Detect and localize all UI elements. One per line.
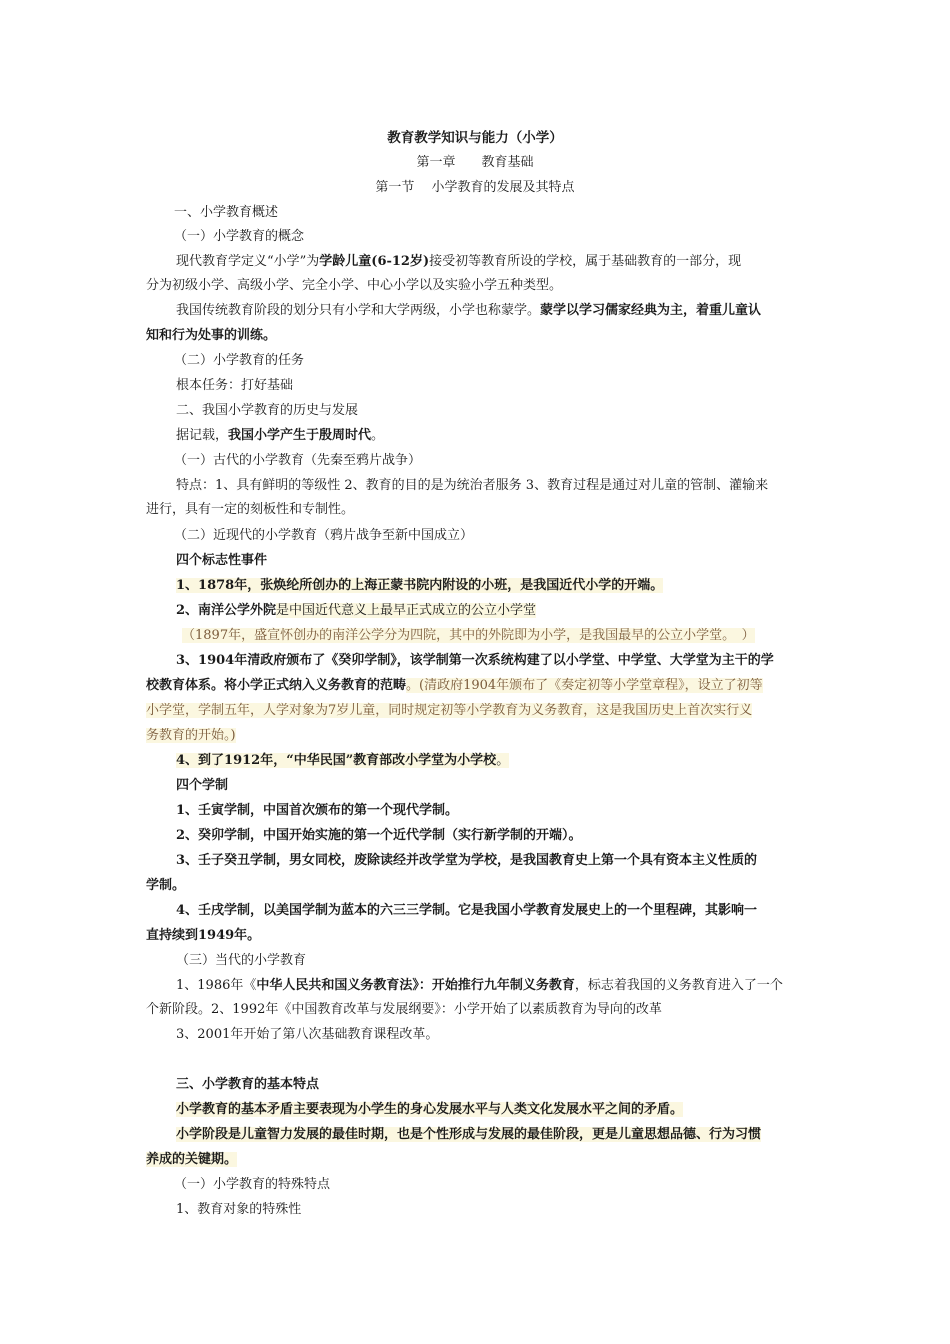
paragraph-line (176, 651, 774, 671)
text-run: ，标志着我国的义务教育进入了一个 (574, 978, 783, 993)
paragraph-line (146, 1150, 237, 1170)
bold-run: 2、南洋公学外院 (176, 603, 277, 618)
highlight-run: 1、1878年，张焕纶所创办的上海正蒙书院内附设的小班，是我国近代小学的开端。 (176, 578, 664, 593)
document-title: 教育教学知识与能力（小学） (387, 130, 563, 146)
paragraph-line: 3、壬子癸丑学制，男女同校，废除读经并改学堂为学校，是我国教育史上第一个具有资本主义性质的 (176, 853, 758, 868)
text-run: 据记载， (176, 428, 229, 443)
highlight-run: 4、到了1912年，“中华民国”教育部改小学堂为小学校 (176, 753, 497, 768)
paragraph-line (176, 751, 509, 771)
bold-run: 蒙学以学习儒家经典为主，着重儿童认 (540, 303, 762, 318)
paragraph-line (182, 626, 755, 646)
heading-task: （二）小学教育的任务 (174, 353, 305, 368)
paragraph-line (146, 701, 752, 721)
paragraph-line: 1、壬寅学制，中国首次颁布的第一个现代学制。 (176, 803, 459, 818)
paragraph-line: 2、癸卯学制，中国开始实施的第一个近代学制（实行新学制的开端）。 (176, 828, 582, 843)
subheading-events: 四个标志性事件 (176, 553, 268, 568)
bold-run: 学龄儿童(6-12岁) (319, 254, 430, 269)
text-run: 我国传统教育阶段的划分只有小学和大学两级，小学也称蒙学。 (176, 303, 541, 318)
heading-contemporary: （三）当代的小学教育 (176, 953, 307, 968)
paragraph-line (146, 726, 236, 746)
bold-run: 校教育体系。将小学正式纳入义务教育的范畴 (146, 678, 407, 693)
paragraph-line: 学制。 (146, 878, 186, 893)
highlight-run: 小学教育的基本矛盾主要表现为小学生的身心发展水平与人类文化发展水平之间的矛盾。 (176, 1102, 684, 1117)
heading-ancient: （一）古代的小学教育（先秦至鸦片战争） (174, 453, 422, 468)
highlight-run: 小学阶段是儿童智力发展的最佳时期，也是个性形成与发展的最佳阶段，更是儿童思想品德、行为习惯 (176, 1127, 762, 1142)
highlight-run: 小学堂，学制五年，人学对象为7岁儿童，同时规定初等小学教育为义务教育，这是我国历史上首次实行义 (146, 703, 753, 718)
paragraph-line: 特点：1、具有鲜明的等级性 2、教育的目的是为统治者服务 3、教育过程是通过对儿童的管制、灌输来 (176, 478, 769, 493)
paragraph-line (146, 676, 763, 696)
bold-run: 3、1904年清政府颁布了《癸卯学制》，该学制第一次系统构建了以小学堂 (176, 653, 605, 668)
heading-overview: 一、小学教育概述 (174, 205, 279, 220)
section-heading: 第一节 小学教育的发展及其特点 (375, 180, 575, 195)
highlight-run: 是中国近代意义上最早正式成立的公立小学堂 (276, 603, 537, 618)
heading-characteristics: 三、小学教育的基本特点 (176, 1077, 320, 1092)
paragraph-line: 根本任务：打好基础 (176, 378, 294, 393)
bold-run: 我国小学产生于殷周时代 (228, 428, 372, 443)
paragraph-line (176, 426, 384, 446)
paragraph-line (176, 1100, 683, 1120)
text-run: 1、1986年《 (176, 978, 257, 993)
paragraph-line (176, 252, 741, 272)
highlight-run: （1897年，盛宣怀创办的南洋公学分为四院，其中的外院即为小学，是我国最早的公立小学堂。 ） (182, 628, 755, 643)
paragraph-line: 知和行为处事的训练。 (146, 328, 277, 343)
heading-history: 二、我国小学教育的历史与发展 (176, 403, 359, 418)
text-run: 现代教育学定义“小学”为 (176, 254, 320, 269)
paragraph-line: 直持续到1949年。 (146, 928, 261, 943)
paragraph-line: 4、壬戌学制，以美国学制为蓝本的六三三学制。它是我国小学教育发展史上的一个里程碑，其影响一 (176, 903, 758, 918)
heading-special: （一）小学教育的特殊特点 (174, 1177, 331, 1192)
bold-run: 中华人民共和国义务教育法》：开始推行九年制义务教育 (256, 978, 575, 993)
paragraph-line: 1、教育对象的特殊性 (176, 1202, 302, 1217)
highlight-run: 养成的关键期。 (146, 1152, 238, 1167)
highlight-run: 。(清政府1904年颁布了《奏定初等小学堂章程》，设立了初等 (406, 678, 763, 693)
paragraph-line (176, 976, 783, 996)
chapter-heading: 第一章 教育基础 (416, 155, 534, 170)
paragraph-line (176, 601, 536, 621)
text-run: 。 (371, 428, 385, 443)
heading-modern: （二）近现代的小学教育（鸦片战争至新中国成立） (174, 528, 474, 543)
paragraph-line: 3、2001年开始了第八次基础教育课程改革。 (176, 1027, 439, 1042)
paragraph-line (176, 1125, 761, 1145)
highlight-run: 。 (496, 753, 510, 768)
paragraph-line: 分为初级小学、高级小学、完全小学、中心小学以及实验小学五种类型。 (146, 278, 563, 293)
subheading-systems: 四个学制 (176, 778, 229, 793)
paragraph-line: 进行，具有一定的刻板性和专制性。 (146, 502, 355, 517)
text-run: 接受初等教育所设的学校，属于基础教育的一部分，现 (429, 254, 742, 269)
highlight-run: 务教育的开始。) (146, 728, 236, 743)
bold-run: 、中学堂、大学堂为主干的学 (604, 653, 774, 668)
heading-concept: （一）小学教育的概念 (174, 229, 305, 244)
paragraph-line: 个新阶段。2、1992年《中国教育改革与发展纲要》：小学开始了以素质教育为导向的改革 (146, 1002, 662, 1017)
paragraph-line (176, 576, 663, 596)
paragraph-line (176, 301, 761, 321)
